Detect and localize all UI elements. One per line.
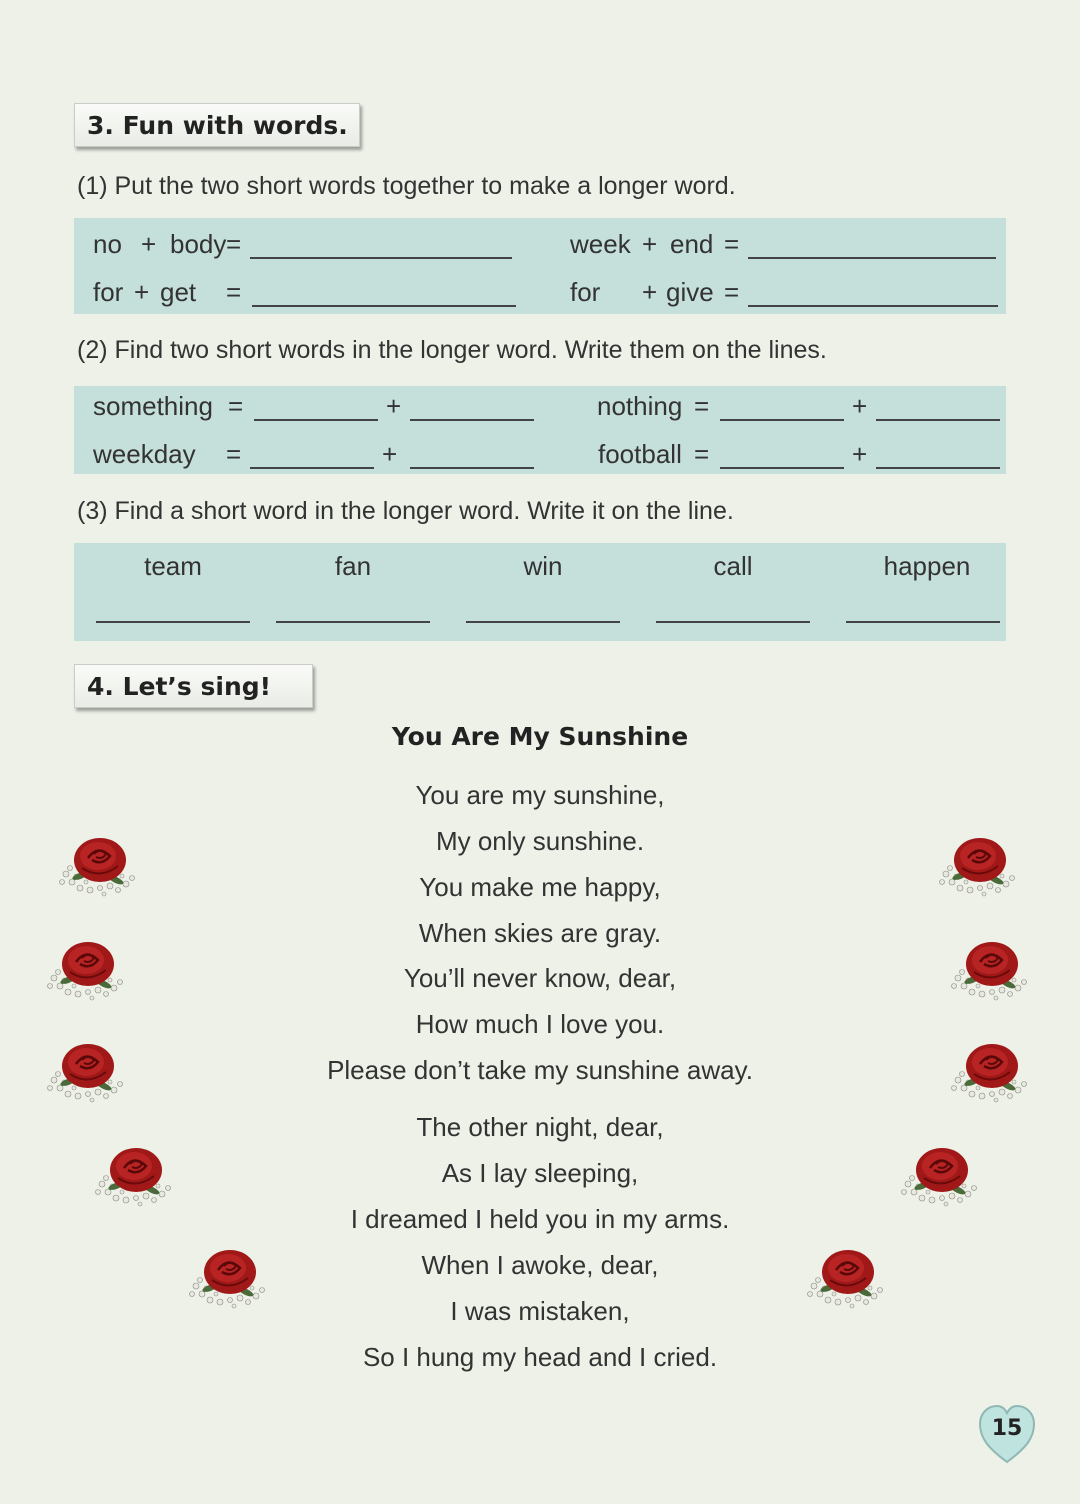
lyric-line: As I lay sleeping,: [441, 1158, 639, 1188]
word-a: week: [570, 229, 631, 259]
rose-icon: [52, 830, 148, 900]
word-b: get: [160, 277, 197, 307]
lyric-line: How much I love you.: [415, 1009, 665, 1039]
answer-line[interactable]: [96, 621, 250, 623]
word-b: give: [666, 277, 714, 307]
answer-line[interactable]: [250, 467, 374, 469]
answer-line[interactable]: [846, 621, 1000, 623]
answer-line[interactable]: [276, 621, 430, 623]
rose-icon: [944, 1036, 1040, 1106]
plus-sign: +: [642, 277, 658, 307]
equals-sign: =: [226, 229, 242, 259]
part-3-exercise-band: [74, 543, 1006, 641]
plus-sign: +: [852, 439, 868, 469]
answer-line[interactable]: [720, 419, 844, 421]
part-1-instruction: (1) Put the two short words together to make a longer word.: [77, 172, 736, 200]
lyric-line: You are my sunshine,: [415, 780, 665, 810]
long-word: something: [93, 391, 213, 421]
word-a: no: [93, 229, 122, 259]
lyric-line: The other night, dear,: [416, 1112, 664, 1142]
word-team: team: [144, 551, 202, 581]
word-a: for: [93, 277, 124, 307]
lyric-line: You make me happy,: [419, 872, 661, 902]
answer-line[interactable]: [466, 621, 620, 623]
plus-sign: +: [134, 277, 150, 307]
plus-sign: +: [852, 391, 868, 421]
answer-line[interactable]: [656, 621, 810, 623]
equals-sign: =: [228, 391, 244, 421]
answer-line[interactable]: [876, 467, 1000, 469]
word-a: for: [570, 277, 601, 307]
plus-sign: +: [642, 229, 658, 259]
song-title: You Are My Sunshine: [391, 722, 689, 751]
rose-icon: [894, 1140, 990, 1210]
answer-line[interactable]: [250, 257, 512, 259]
lyric-line: I was mistaken,: [450, 1296, 630, 1326]
equals-sign: =: [694, 439, 710, 469]
word-happen: happen: [883, 551, 971, 581]
lyric-line: When skies are gray.: [418, 918, 662, 948]
word-b: end: [670, 229, 714, 259]
answer-line[interactable]: [748, 257, 996, 259]
word-fan: fan: [334, 551, 372, 581]
long-word: nothing: [597, 391, 683, 421]
word-win: win: [523, 551, 563, 581]
part-2-instruction: (2) Find two short words in the longer word. Write them on the lines.: [77, 336, 827, 364]
equals-sign: =: [724, 277, 740, 307]
lyric-line: So I hung my head and I cried.: [362, 1342, 718, 1372]
rose-icon: [932, 830, 1028, 900]
word-call: call: [713, 551, 753, 581]
answer-line[interactable]: [876, 419, 1000, 421]
long-word: football: [598, 439, 682, 469]
lyric-line: When I awoke, dear,: [421, 1250, 659, 1280]
answer-line[interactable]: [748, 305, 998, 307]
equals-sign: =: [226, 277, 242, 307]
equals-sign: =: [694, 391, 710, 421]
rose-icon: [182, 1242, 278, 1312]
rose-icon: [40, 1036, 136, 1106]
page-number-badge: [978, 1404, 1036, 1466]
part-1-exercise-band: [74, 218, 1006, 314]
plus-sign: +: [386, 391, 402, 421]
lyric-line: Please don’t take my sunshine away.: [327, 1055, 753, 1085]
long-word: weekday: [93, 439, 196, 469]
lyric-line: My only sunshine.: [435, 826, 645, 856]
section-4-title: 4. Let’s sing!: [74, 664, 313, 708]
answer-line[interactable]: [252, 305, 516, 307]
equals-sign: =: [226, 439, 242, 469]
lyric-line: I dreamed I held you in my arms.: [350, 1204, 730, 1234]
lyric-line: You’ll never know, dear,: [403, 963, 677, 993]
answer-line[interactable]: [410, 419, 534, 421]
plus-sign: +: [141, 229, 157, 259]
answer-line[interactable]: [410, 467, 534, 469]
rose-icon: [800, 1242, 896, 1312]
part-2-exercise-band: [74, 386, 1006, 474]
page-number: 15: [991, 1416, 1023, 1441]
part-3-instruction: (3) Find a short word in the longer word. Write it on the line.: [77, 497, 734, 525]
rose-icon: [944, 934, 1040, 1004]
plus-sign: +: [382, 439, 398, 469]
section-3-title: 3. Fun with words.: [74, 103, 360, 147]
answer-line[interactable]: [720, 467, 844, 469]
answer-line[interactable]: [254, 419, 378, 421]
equals-sign: =: [724, 229, 740, 259]
word-b: body: [170, 229, 227, 259]
rose-icon: [40, 934, 136, 1004]
rose-icon: [88, 1140, 184, 1210]
